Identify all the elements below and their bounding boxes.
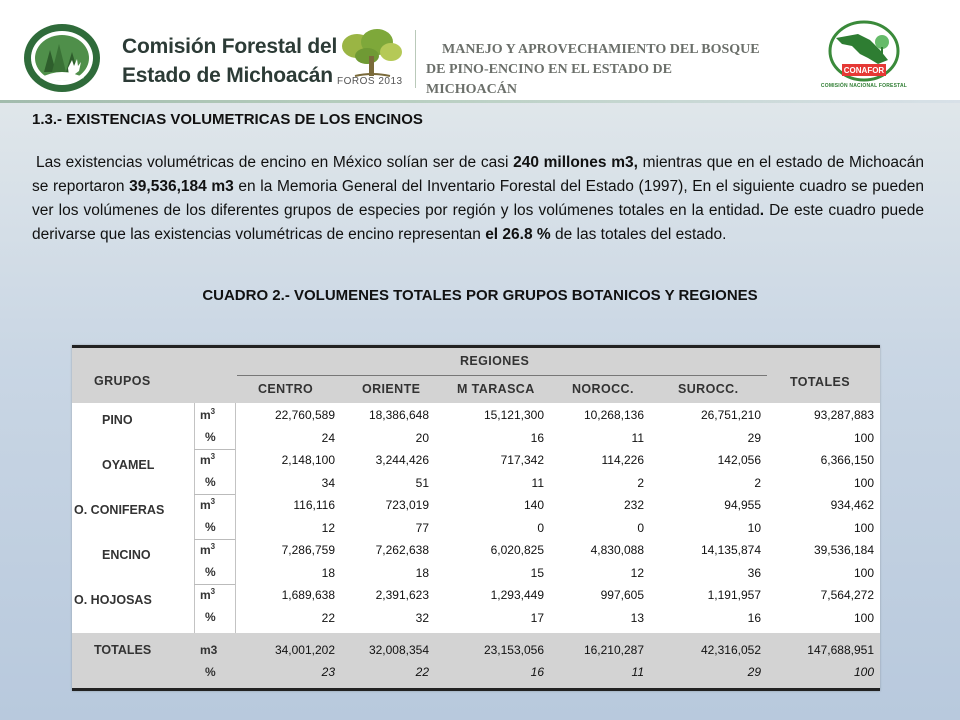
- cell-m3: 10,268,136: [583, 408, 644, 422]
- cell-pct: 100: [853, 565, 874, 580]
- section-title: 1.3.- EXISTENCIAS VOLUMETRICAS DE LOS ENCINOS: [32, 111, 423, 128]
- totals-cell-pct: 100: [853, 665, 874, 679]
- table-vline-1: [235, 403, 236, 633]
- cell-m3: 116,116: [293, 498, 335, 512]
- unit-m3-label: [200, 497, 215, 512]
- unit-pct-label: %: [205, 474, 216, 489]
- cell-m3: 140: [523, 498, 544, 512]
- totals-cell-pct: 29: [747, 665, 761, 679]
- para-text-4: De este cuadro puede derivarse que las existencias volumétricas de encino representan: [32, 202, 924, 243]
- header-regions: REGIONES: [460, 354, 530, 368]
- table-row-separator: [194, 539, 235, 540]
- cell-pct: 0: [537, 520, 544, 535]
- regions-rule: [237, 375, 767, 376]
- header-groups: GRUPOS: [94, 374, 151, 388]
- para-bold-3: .: [759, 202, 764, 219]
- cell-pct: 36: [747, 565, 761, 580]
- unit-pct-label: %: [205, 519, 216, 534]
- cell-m3: 7,262,638: [375, 543, 429, 557]
- conafor-caption: COMISIÓN NACIONAL FORESTAL: [820, 83, 908, 89]
- cell-pct: 18: [415, 565, 429, 580]
- para-text-3: en la Memoria General del Inventario Forestal del Estado (1997), En el siguiente cuadro se pueden ver los volúmenes de los diferentes grupos de especies por región y los volúmenes totales en la entidad: [32, 178, 924, 219]
- cell-m3: 6,020,825: [490, 543, 544, 557]
- cell-m3: 4,830,088: [590, 543, 644, 557]
- header-divider: [415, 30, 416, 88]
- para-bold-1: 240 millones m3,: [513, 154, 638, 171]
- totals-cell-pct: 23: [321, 665, 335, 679]
- cell-m3: 142,056: [717, 453, 761, 467]
- cell-m3: 114,226: [601, 453, 644, 467]
- cell-pct: 11: [531, 475, 544, 490]
- cell-m3: 997,605: [600, 588, 644, 602]
- totals-unit-pct: %: [205, 665, 216, 679]
- cell-pct: 77: [415, 520, 429, 535]
- totals-cell-m3: 32,008,354: [368, 643, 429, 657]
- unit-pct-label: %: [205, 564, 216, 579]
- body-paragraph: [32, 151, 924, 247]
- unit-m3-text: m: [200, 588, 211, 602]
- col-header-surocc: SUROCC.: [678, 382, 739, 396]
- cell-pct: 15: [530, 565, 544, 580]
- subtitle-line-2: DE PINO-ENCINO EN EL ESTADO DE MICHOACÁN: [426, 62, 672, 97]
- table-row-separator: [194, 494, 235, 495]
- cell-pct: 16: [747, 610, 761, 625]
- para-bold-2: 39,536,184 m3: [129, 178, 234, 195]
- unit-m3-text: m: [200, 408, 211, 422]
- totals-unit-m3: m3: [200, 643, 218, 657]
- cell-pct: 12: [630, 565, 644, 580]
- row-group-label: OYAMEL: [102, 458, 155, 472]
- unit-m3-label: [200, 542, 215, 557]
- table-totals-row: [72, 633, 880, 691]
- cell-pct: 34: [321, 475, 335, 490]
- cell-m3: 6,366,150: [820, 453, 874, 467]
- cell-pct: 24: [321, 430, 335, 445]
- col-header-centro: CENTRO: [258, 382, 314, 396]
- row-group-label: ENCINO: [102, 548, 151, 562]
- cofom-logo-icon: [22, 22, 102, 94]
- unit-m3-sup: 3: [210, 542, 216, 551]
- cell-pct: 13: [630, 610, 644, 625]
- cell-pct: 16: [530, 430, 544, 445]
- subtitle-line-1: MANEJO Y APROVECHAMIENTO DEL BOSQUE: [442, 42, 760, 57]
- unit-m3-text: m: [200, 498, 211, 512]
- cell-m3: 22,760,589: [274, 408, 335, 422]
- col-header-oriente: ORIENTE: [362, 382, 421, 396]
- table-vline-0: [194, 403, 195, 633]
- cell-pct: 2: [754, 475, 761, 490]
- cell-m3: 2,391,623: [375, 588, 429, 602]
- cell-pct: 0: [637, 520, 644, 535]
- header-totals: TOTALES: [790, 375, 850, 389]
- cell-m3: 3,244,426: [375, 453, 429, 467]
- brand-line-1: Comisión Forestal del: [122, 35, 338, 58]
- unit-m3-label: [200, 407, 215, 422]
- para-text-2: mientras que en el estado de Michoacán se reportaron: [32, 154, 924, 195]
- unit-m3-label: [200, 587, 215, 602]
- unit-m3-label: [200, 452, 215, 467]
- cell-m3: 232: [623, 498, 644, 512]
- cell-m3: 15,121,300: [483, 408, 544, 422]
- cell-pct: 10: [747, 520, 761, 535]
- cell-m3: 93,287,883: [813, 408, 874, 422]
- cell-pct: 29: [747, 430, 761, 445]
- col-header-norocc: NOROCC.: [572, 382, 634, 396]
- para-text-1: Las existencias volumétricas de encino en México solían ser de casi: [36, 154, 514, 171]
- header-subtitle: [426, 40, 766, 100]
- volumes-table: [72, 345, 880, 691]
- row-group-label: O. HOJOSAS: [74, 593, 152, 607]
- row-group-label: PINO: [102, 413, 133, 427]
- conafor-logo-text: CONAFOR: [843, 66, 885, 75]
- cell-m3: 1,689,638: [281, 588, 335, 602]
- unit-m3-sup: 3: [210, 407, 216, 416]
- cell-m3: 14,135,874: [700, 543, 761, 557]
- cell-pct: 100: [853, 610, 874, 625]
- table-row-separator: [194, 449, 235, 450]
- unit-m3-sup: 3: [210, 587, 216, 596]
- unit-pct-label: %: [205, 609, 216, 624]
- table-caption: CUADRO 2.- VOLUMENES TOTALES POR GRUPOS BOTANICOS Y REGIONES: [202, 287, 758, 304]
- cell-pct: 2: [637, 475, 644, 490]
- header-rule: [0, 100, 960, 103]
- cell-pct: 17: [530, 610, 544, 625]
- unit-m3-text: m: [200, 543, 211, 557]
- col-header-mtarasca: M TARASCA: [457, 382, 535, 396]
- cell-m3: 94,955: [724, 498, 761, 512]
- cell-m3: 7,286,759: [281, 543, 335, 557]
- cell-m3: 2,148,100: [281, 453, 335, 467]
- totals-cell-pct: 11: [631, 665, 644, 679]
- cell-m3: 26,751,210: [700, 408, 761, 422]
- cell-pct: 18: [321, 565, 335, 580]
- totals-cell-m3: 16,210,287: [583, 643, 644, 657]
- row-group-label: O. CONIFERAS: [74, 503, 165, 517]
- brand-line-2: Estado de Michoacán: [122, 64, 333, 87]
- totals-cell-m3: 23,153,056: [483, 643, 544, 657]
- brand-name: [122, 32, 337, 90]
- table-header: [72, 345, 880, 403]
- totals-cell-m3: 147,688,951: [807, 643, 874, 657]
- cell-m3: 934,462: [830, 498, 874, 512]
- totals-cell-m3: 42,316,052: [700, 643, 761, 657]
- totals-cell-pct: 16: [530, 665, 544, 679]
- cell-m3: 723,019: [385, 498, 429, 512]
- event-label: FOROS 2013: [337, 76, 403, 87]
- table-row-separator: [194, 584, 235, 585]
- cell-pct: 100: [853, 475, 874, 490]
- totals-label: TOTALES: [94, 643, 152, 657]
- cell-m3: 7,564,272: [820, 588, 874, 602]
- cell-pct: 22: [321, 610, 335, 625]
- totals-cell-m3: 34,001,202: [274, 643, 335, 657]
- unit-m3-sup: 3: [210, 497, 216, 506]
- cell-pct: 12: [321, 520, 335, 535]
- cell-m3: 1,293,449: [490, 588, 544, 602]
- cell-m3: 39,536,184: [813, 543, 874, 557]
- para-bold-4: el 26.8 %: [485, 226, 551, 243]
- cell-m3: 1,191,957: [707, 588, 761, 602]
- conafor-logo-icon: [818, 20, 910, 82]
- cell-pct: 20: [415, 430, 429, 445]
- cell-pct: 32: [415, 610, 429, 625]
- para-text-5: de las totales del estado.: [550, 226, 727, 243]
- unit-m3-text: m: [200, 453, 211, 467]
- cell-m3: 18,386,648: [368, 408, 429, 422]
- unit-m3-sup: 3: [210, 452, 216, 461]
- totals-cell-pct: 22: [415, 665, 429, 679]
- unit-pct-label: %: [205, 429, 216, 444]
- page-header: [0, 0, 960, 100]
- cell-pct: 100: [853, 430, 874, 445]
- cell-pct: 11: [631, 430, 644, 445]
- cell-pct: 100: [853, 520, 874, 535]
- cell-pct: 51: [415, 475, 429, 490]
- cell-m3: 717,342: [500, 453, 544, 467]
